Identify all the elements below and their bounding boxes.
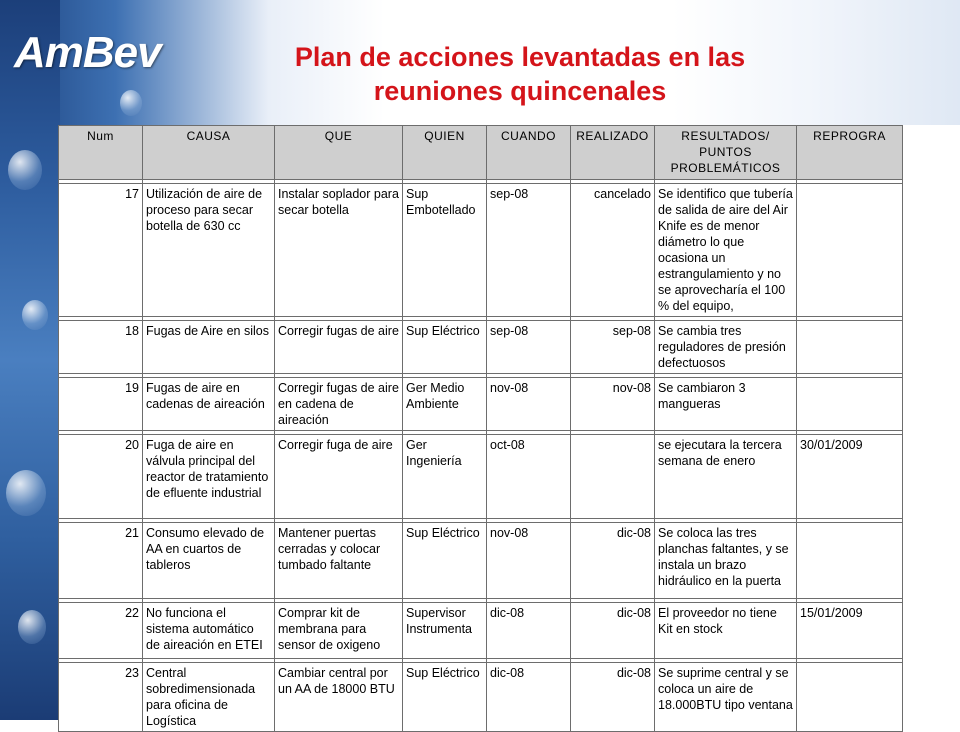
- column-header: Num: [59, 126, 143, 180]
- cell-reprogra: [797, 663, 903, 732]
- cell-num: 21: [59, 523, 143, 599]
- cell-resultados: Se cambiaron 3 mangueras: [655, 378, 797, 431]
- column-header: REPROGRA: [797, 126, 903, 180]
- cell-que: Instalar soplador para secar botella: [275, 184, 403, 317]
- cell-cuando: nov-08: [487, 378, 571, 431]
- water-drop-decor: [8, 150, 42, 190]
- cell-quien: Ger Medio Ambiente: [403, 378, 487, 431]
- table-row: [59, 321, 903, 374]
- cell-num: 18: [59, 321, 143, 374]
- cell-que: Corregir fuga de aire: [275, 435, 403, 519]
- table-header-row: [59, 126, 903, 180]
- cell-reprogra: [797, 321, 903, 374]
- cell-cuando: nov-08: [487, 523, 571, 599]
- cell-resultados: Se identifico que tubería de salida de aire del Air Knife es de menor diámetro lo que ocasiona un estrangulamiento y no se aprovecharía el 100 % del equipo,: [655, 184, 797, 317]
- ambev-logo: AmBev: [14, 28, 161, 77]
- table-row: [59, 523, 903, 599]
- water-drop-decor: [18, 610, 46, 644]
- cell-quien: Sup Eléctrico: [403, 663, 487, 732]
- water-drop-decor: [6, 470, 46, 516]
- cell-reprogra: 30/01/2009: [797, 435, 903, 519]
- table-row: [59, 378, 903, 431]
- cell-causa: Utilización de aire de proceso para secar botella de 630 cc: [143, 184, 275, 317]
- cell-causa: Central sobredimensionada para oficina de Logística: [143, 663, 275, 732]
- cell-quien: Supervisor Instrumenta: [403, 603, 487, 659]
- cell-reprogra: 15/01/2009: [797, 603, 903, 659]
- cell-resultados: Se cambia tres reguladores de presión defectuosos: [655, 321, 797, 374]
- cell-que: Cambiar central por un AA de 18000 BTU: [275, 663, 403, 732]
- column-header: RESULTADOS/ PUNTOS PROBLEMÁTICOS: [655, 126, 797, 180]
- cell-resultados: El proveedor no tiene Kit en stock: [655, 603, 797, 659]
- cell-realizado: nov-08: [571, 378, 655, 431]
- action-plan-table: [58, 125, 903, 732]
- cell-realizado: [571, 435, 655, 519]
- cell-causa: Consumo elevado de AA en cuartos de tableros: [143, 523, 275, 599]
- column-header: CUANDO: [487, 126, 571, 180]
- title-line-1: Plan de acciones levantadas en las: [294, 42, 746, 72]
- cell-quien: Sup Eléctrico: [403, 321, 487, 374]
- cell-causa: Fuga de aire en válvula principal del reactor de tratamiento de efluente industrial: [143, 435, 275, 519]
- water-drop-decor: [120, 90, 142, 116]
- title-line-2: reuniones quincenales: [373, 76, 667, 106]
- column-header: QUE: [275, 126, 403, 180]
- cell-realizado: dic-08: [571, 523, 655, 599]
- cell-que: Corregir fugas de aire en cadena de aireación: [275, 378, 403, 431]
- column-header: REALIZADO: [571, 126, 655, 180]
- cell-quien: Sup Eléctrico: [403, 523, 487, 599]
- cell-cuando: sep-08: [487, 321, 571, 374]
- cell-causa: Fugas de aire en cadenas de aireación: [143, 378, 275, 431]
- column-header: QUIEN: [403, 126, 487, 180]
- cell-num: 20: [59, 435, 143, 519]
- cell-num: 22: [59, 603, 143, 659]
- cell-realizado: dic-08: [571, 603, 655, 659]
- cell-quien: Ger Ingeniería: [403, 435, 487, 519]
- table-row: [59, 435, 903, 519]
- cell-que: Corregir fugas de aire: [275, 321, 403, 374]
- water-drop-decor: [22, 300, 48, 330]
- cell-reprogra: [797, 184, 903, 317]
- cell-cuando: sep-08: [487, 184, 571, 317]
- cell-resultados: Se coloca las tres planchas faltantes, y se instala un brazo hidráulico en la puerta: [655, 523, 797, 599]
- cell-quien: Sup Embotellado: [403, 184, 487, 317]
- cell-num: 23: [59, 663, 143, 732]
- cell-realizado: sep-08: [571, 321, 655, 374]
- cell-causa: No funciona el sistema automático de aireación en ETEI: [143, 603, 275, 659]
- cell-resultados: se ejecutara la tercera semana de enero: [655, 435, 797, 519]
- cell-num: 17: [59, 184, 143, 317]
- cell-cuando: oct-08: [487, 435, 571, 519]
- cell-reprogra: [797, 378, 903, 431]
- cell-resultados: Se suprime central y se coloca un aire de 18.000BTU tipo ventana: [655, 663, 797, 732]
- cell-num: 19: [59, 378, 143, 431]
- column-header: CAUSA: [143, 126, 275, 180]
- cell-reprogra: [797, 523, 903, 599]
- table-row: [59, 184, 903, 317]
- cell-causa: Fugas de Aire en silos: [143, 321, 275, 374]
- cell-cuando: dic-08: [487, 663, 571, 732]
- page-title: [240, 40, 800, 108]
- table-row: [59, 603, 903, 659]
- cell-realizado: dic-08: [571, 663, 655, 732]
- cell-que: Comprar kit de membrana para sensor de oxigeno: [275, 603, 403, 659]
- cell-que: Mantener puertas cerradas y colocar tumbado faltante: [275, 523, 403, 599]
- table-row: [59, 663, 903, 732]
- cell-realizado: cancelado: [571, 184, 655, 317]
- cell-cuando: dic-08: [487, 603, 571, 659]
